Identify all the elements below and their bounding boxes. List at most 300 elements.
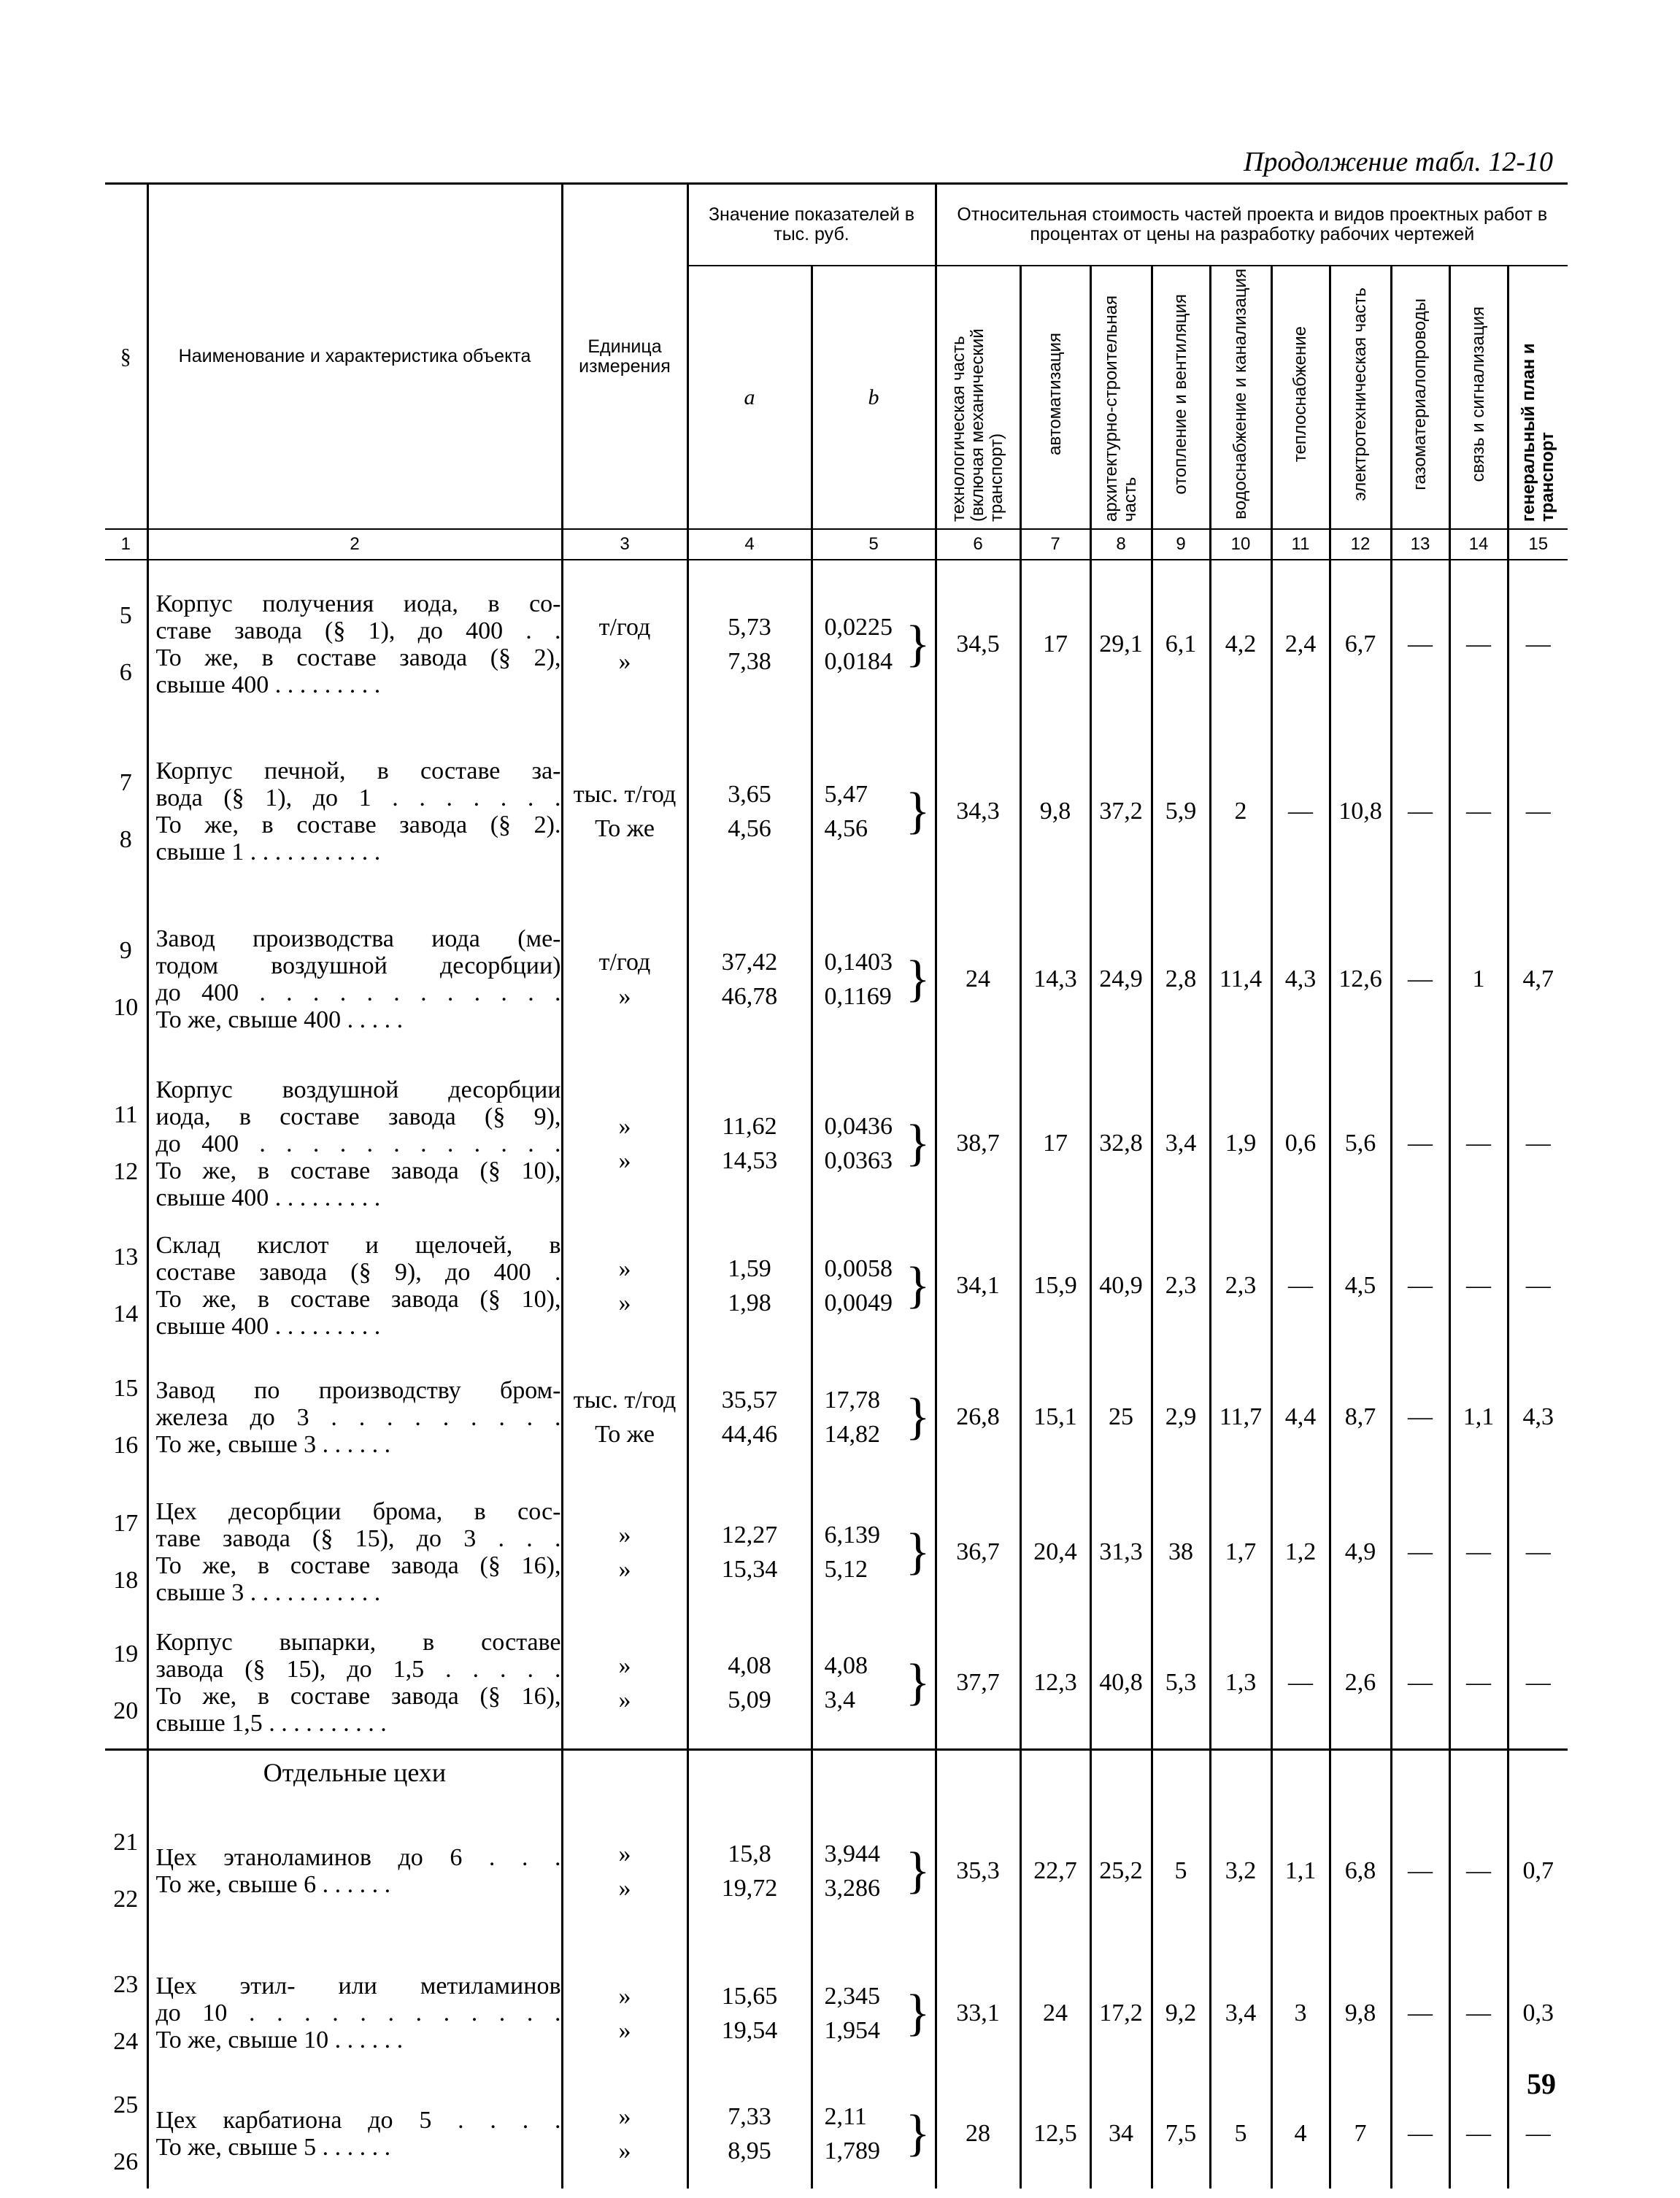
object-name-line: То же, в составе завода (§ 2). — [155, 811, 561, 838]
header-part: водоснабжение и канализация — [1230, 269, 1250, 520]
unit-line: » — [618, 1113, 631, 1140]
brace-icon: } — [905, 1524, 930, 1580]
value-b-line: 1,789 — [824, 2137, 880, 2164]
object-name-line: То же, свыше 6 . . . . . . — [155, 1870, 391, 1898]
object-name-line: свыше 400 . . . . . . . . . — [155, 1184, 381, 1211]
column-number: 11 — [1271, 529, 1330, 560]
column-number: 5 — [812, 529, 936, 560]
row-number: 8 — [119, 826, 132, 853]
percent-cell: 12,5 — [1020, 2079, 1090, 2189]
object-name-line: Корпус выпарки, в составе — [155, 1629, 561, 1657]
percent-cell: 24,9 — [1090, 895, 1152, 1063]
unit-line: » — [618, 1982, 631, 2010]
value-a-line: 5,09 — [728, 1686, 771, 1714]
percent-cell: 0,3 — [1508, 1948, 1568, 2079]
percent-cell: 37,2 — [1090, 728, 1152, 895]
percent-cell: 4,2 — [1210, 560, 1271, 728]
object-name-line: Завод производства иода (ме- — [155, 925, 561, 952]
percent-cell: 4,3 — [1271, 895, 1330, 1063]
table-row — [105, 1948, 1568, 2079]
unit — [562, 560, 687, 728]
value-b — [812, 1794, 936, 1948]
percent-cell: 7 — [1330, 2079, 1391, 2189]
unit-line: т/год — [598, 949, 651, 976]
row-number: 10 — [113, 994, 139, 1021]
value-a-line: 11,62 — [722, 1113, 777, 1140]
header-part: архитектурно-строительная часть — [1101, 295, 1140, 522]
brace-icon: } — [905, 1389, 930, 1445]
data-table — [105, 182, 1568, 2189]
percent-cell: — — [1271, 728, 1330, 895]
value-b-line: 3,944 — [824, 1840, 880, 1867]
section-row — [105, 1749, 1568, 1794]
percent-cell: 12,6 — [1330, 895, 1391, 1063]
percent-cell: 2,3 — [1152, 1224, 1210, 1348]
percent-cell: — — [1449, 1486, 1508, 1618]
percent-cell: — — [1391, 560, 1449, 728]
value-a — [687, 1618, 812, 1749]
object-name-line: То же, в составе завода (§ 16), — [155, 1552, 561, 1579]
object-name-line: Цех десорбции брома, в сос- — [155, 1498, 561, 1525]
percent-cell: 17 — [1020, 560, 1090, 728]
unit-line: » — [618, 1255, 631, 1282]
value-b — [812, 1348, 936, 1486]
row-number: 25 — [113, 2091, 139, 2118]
percent-cell: — — [1391, 895, 1449, 1063]
object-name-line: Корпус воздушной десорбции — [155, 1076, 561, 1103]
object-name — [147, 1224, 562, 1348]
column-number: 6 — [936, 529, 1020, 560]
percent-cell: 24 — [1020, 1948, 1090, 2079]
header-part: газоматериалопроводы — [1410, 298, 1430, 490]
unit — [562, 1224, 687, 1348]
header-part: теплоснабжение — [1290, 325, 1310, 463]
percent-cell: — — [1449, 1618, 1508, 1749]
brace-icon: } — [905, 1842, 930, 1899]
percent-cell: 2,4 — [1271, 560, 1330, 728]
percent-cell: — — [1508, 1224, 1568, 1348]
row-numbers — [105, 895, 147, 1063]
percent-cell: 3 — [1271, 1948, 1330, 2079]
percent-cell: 2,9 — [1152, 1348, 1210, 1486]
row-number: 21 — [113, 1828, 139, 1856]
unit — [562, 1618, 687, 1749]
percent-cell: — — [1391, 1794, 1449, 1948]
unit — [562, 1348, 687, 1486]
percent-cell: 24 — [936, 895, 1020, 1063]
column-number: 10 — [1210, 529, 1271, 560]
percent-cell: 20,4 — [1020, 1486, 1090, 1618]
percent-cell: — — [1391, 1224, 1449, 1348]
percent-cell: — — [1508, 1063, 1568, 1224]
object-name — [147, 1618, 562, 1749]
table-row — [105, 560, 1568, 728]
brace-icon: } — [905, 1654, 930, 1711]
percent-cell: 15,1 — [1020, 1348, 1090, 1486]
value-b-line: 0,0184 — [824, 647, 893, 675]
value-a-line: 5,73 — [728, 613, 771, 641]
unit-line: т/год — [598, 613, 651, 641]
row-number: 26 — [113, 2148, 139, 2175]
value-b-line: 1,954 — [824, 2016, 880, 2044]
percent-cell: 25 — [1090, 1348, 1152, 1486]
value-a-line: 19,54 — [721, 2016, 778, 2044]
object-name-line: Склад кислот и щелочей, в — [155, 1232, 561, 1259]
header-paragraph: § — [105, 184, 147, 530]
percent-cell: 2,6 — [1330, 1618, 1391, 1749]
percent-cell: 2,3 — [1210, 1224, 1271, 1348]
column-number: 2 — [147, 529, 562, 560]
percent-cell: — — [1508, 1486, 1568, 1618]
object-name — [147, 1348, 562, 1486]
percent-cell: 17 — [1020, 1063, 1090, 1224]
table-row — [105, 728, 1568, 895]
value-b — [812, 1948, 936, 2079]
table-row — [105, 1486, 1568, 1618]
percent-cell: 34,1 — [936, 1224, 1020, 1348]
object-name-line: Корпус получения иода, в со- — [155, 590, 561, 617]
value-b — [812, 1063, 936, 1224]
brace-icon: } — [905, 783, 930, 839]
unit — [562, 895, 687, 1063]
percent-cell: 1,1 — [1271, 1794, 1330, 1948]
percent-cell: 3,2 — [1210, 1794, 1271, 1948]
header-unit: Единица измерения — [562, 184, 687, 530]
percent-cell: 4,5 — [1330, 1224, 1391, 1348]
percent-cell: 25,2 — [1090, 1794, 1152, 1948]
percent-cell: 3,4 — [1210, 1948, 1271, 2079]
brace-icon: } — [905, 615, 930, 672]
percent-cell: 34 — [1090, 2079, 1152, 2189]
percent-cell: — — [1508, 560, 1568, 728]
object-name-line: Корпус печной, в составе за- — [155, 757, 561, 784]
header-part: генеральный план и транспорт — [1518, 343, 1557, 522]
row-number: 16 — [113, 1432, 139, 1459]
percent-cell: — — [1391, 728, 1449, 895]
row-number: 20 — [113, 1697, 139, 1725]
object-name-line: вода (§ 1), до 1 . . . . . . . — [155, 784, 561, 811]
value-b-line: 4,56 — [824, 815, 868, 842]
row-numbers — [105, 1948, 147, 2079]
value-b — [812, 560, 936, 728]
percent-cell: — — [1449, 2079, 1508, 2189]
object-name-line: свыше 400 . . . . . . . . . — [155, 671, 381, 698]
percent-cell: 5 — [1152, 1794, 1210, 1948]
percent-cell: 40,8 — [1090, 1618, 1152, 1749]
percent-cell: — — [1391, 2079, 1449, 2189]
header-relative: Относительная стоимость частей проекта и видов проектных работ в процентах от цены на разработку рабочих чертежей — [936, 184, 1568, 266]
row-number: 17 — [113, 1510, 139, 1537]
row-numbers — [105, 1794, 147, 1948]
unit-line: » — [618, 1289, 631, 1316]
value-b-line: 0,0436 — [824, 1113, 893, 1140]
value-a — [687, 1948, 812, 2079]
row-numbers — [105, 2079, 147, 2189]
percent-cell: — — [1508, 2079, 1568, 2189]
percent-cell: — — [1391, 1948, 1449, 2079]
percent-cell: 5 — [1210, 2079, 1271, 2189]
percent-cell: — — [1391, 1063, 1449, 1224]
brace-icon: } — [905, 1115, 930, 1171]
percent-cell: 2 — [1210, 728, 1271, 895]
row-number: 12 — [113, 1158, 139, 1185]
object-name-line: до 400 . . . . . . . . . . . . — [155, 1130, 561, 1157]
object-name-line: составе завода (§ 9), до 400 . — [155, 1259, 561, 1286]
object-name-line: Цех этил- или метиламинов — [155, 1973, 561, 2000]
value-a-line: 19,72 — [721, 1874, 778, 1902]
percent-cell: 4,7 — [1508, 895, 1568, 1063]
percent-cell: 4,9 — [1330, 1486, 1391, 1618]
percent-cell: 5,3 — [1152, 1618, 1210, 1749]
value-a — [687, 1063, 812, 1224]
percent-cell: 28 — [936, 2079, 1020, 2189]
unit-line: » — [618, 647, 631, 675]
brace-icon: } — [905, 1984, 930, 2041]
value-a — [687, 1486, 812, 1618]
value-b-line: 4,08 — [824, 1652, 868, 1680]
object-name — [147, 895, 562, 1063]
percent-cell: 34,5 — [936, 560, 1020, 728]
percent-cell: 5,9 — [1152, 728, 1210, 895]
row-number: 11 — [113, 1101, 138, 1128]
unit-line: » — [618, 1147, 631, 1174]
table-row — [105, 2079, 1568, 2189]
object-name-line: То же, свыше 3 . . . . . . — [155, 1430, 391, 1458]
percent-cell: 9,8 — [1330, 1948, 1391, 2079]
percent-cell: 11,4 — [1210, 895, 1271, 1063]
value-a-line: 7,38 — [728, 647, 771, 675]
row-number: 23 — [113, 1970, 139, 1998]
percent-cell: 0,6 — [1271, 1063, 1330, 1224]
row-numbers — [105, 1348, 147, 1486]
header-part: отопление и вентиляция — [1171, 293, 1190, 495]
percent-cell: 1,2 — [1271, 1486, 1330, 1618]
percent-cell: — — [1449, 728, 1508, 895]
object-name-line: завода (§ 15), до 1,5 . . . . . — [155, 1656, 561, 1684]
row-numbers — [105, 1063, 147, 1224]
percent-cell: 3,4 — [1152, 1063, 1210, 1224]
row-numbers — [105, 560, 147, 728]
table-row — [105, 1224, 1568, 1348]
unit-line: » — [618, 2137, 631, 2164]
percent-cell: 0,7 — [1508, 1794, 1568, 1948]
unit — [562, 1063, 687, 1224]
row-numbers — [105, 728, 147, 895]
percent-cell: — — [1449, 560, 1508, 728]
header-part: электротехническая часть — [1350, 287, 1370, 501]
row-number: 6 — [119, 658, 132, 686]
value-a-line: 7,33 — [728, 2102, 771, 2130]
percent-cell: 31,3 — [1090, 1486, 1152, 1618]
object-name-line: свыше 3 . . . . . . . . . . . — [155, 1579, 381, 1606]
percent-cell: 22,7 — [1020, 1794, 1090, 1948]
header-part: технологическая часть (включая механический транспорт) — [949, 328, 1006, 522]
value-a-line: 1,59 — [728, 1255, 771, 1282]
table-row — [105, 1618, 1568, 1749]
percent-cell: 1 — [1449, 895, 1508, 1063]
column-number: 15 — [1508, 529, 1568, 560]
percent-cell: 34,3 — [936, 728, 1020, 895]
percent-cell: 1,7 — [1210, 1486, 1271, 1618]
table-header — [105, 184, 1568, 560]
value-a-line: 4,56 — [728, 815, 771, 842]
value-b-line: 5,12 — [824, 1556, 868, 1583]
value-a-line: 15,65 — [721, 1982, 778, 2010]
percent-cell: 36,7 — [936, 1486, 1020, 1618]
percent-cell: 6,7 — [1330, 560, 1391, 728]
percent-cell: 11,7 — [1210, 1348, 1271, 1486]
table-caption: Продолжение табл. 12-10 — [1243, 147, 1553, 177]
percent-cell: — — [1391, 1348, 1449, 1486]
value-b-line: 2,345 — [824, 1982, 880, 2010]
unit-line: » — [618, 1522, 631, 1549]
percent-cell: — — [1391, 1486, 1449, 1618]
value-b-line: 17,78 — [824, 1387, 880, 1414]
value-b — [812, 2079, 936, 2189]
table-row — [105, 895, 1568, 1063]
object-name-line: Цех карбатиона до 5 . . . . — [155, 2106, 561, 2134]
object-name — [147, 1794, 562, 1948]
row-number: 24 — [113, 2027, 139, 2055]
header-part: связь и сигнализация — [1468, 306, 1488, 482]
object-name-line: свыше 1,5 . . . . . . . . . . — [155, 1710, 387, 1738]
object-name-line: свыше 1 . . . . . . . . . . . — [155, 838, 381, 865]
unit-line: » — [618, 1840, 631, 1867]
percent-cell: 29,1 — [1090, 560, 1152, 728]
percent-cell: 38,7 — [936, 1063, 1020, 1224]
percent-cell: — — [1449, 1063, 1508, 1224]
object-name — [147, 2079, 562, 2189]
object-name-line: То же, свыше 10 . . . . . . — [155, 2027, 404, 2054]
column-number: 7 — [1020, 529, 1090, 560]
table-body — [105, 560, 1568, 2189]
table-row — [105, 1348, 1568, 1486]
unit-line: » — [618, 1556, 631, 1583]
percent-cell: — — [1391, 1618, 1449, 1749]
value-a-line: 14,53 — [721, 1147, 778, 1174]
percent-cell: 4,4 — [1271, 1348, 1330, 1486]
row-number: 14 — [113, 1300, 139, 1327]
column-number: 3 — [562, 529, 687, 560]
value-b-line: 6,139 — [824, 1522, 880, 1549]
unit — [562, 1486, 687, 1618]
percent-cell: 26,8 — [936, 1348, 1020, 1486]
percent-cell: 38 — [1152, 1486, 1210, 1618]
unit-line: » — [618, 1652, 631, 1680]
value-b-line: 0,1403 — [824, 949, 893, 976]
value-a — [687, 1224, 812, 1348]
unit-line: » — [618, 2102, 631, 2130]
object-name-line: железа до 3 . . . . . . . . . — [155, 1403, 561, 1431]
row-number: 15 — [113, 1375, 139, 1402]
percent-cell: 9,8 — [1020, 728, 1090, 895]
table-row — [105, 1063, 1568, 1224]
page-number: 59 — [1527, 2067, 1556, 2100]
percent-cell: — — [1449, 1794, 1508, 1948]
percent-cell: 35,3 — [936, 1794, 1020, 1948]
column-number: 8 — [1090, 529, 1152, 560]
value-a-line: 15,34 — [721, 1556, 778, 1583]
value-a — [687, 895, 812, 1063]
percent-cell: 15,9 — [1020, 1224, 1090, 1348]
unit-line: » — [618, 1686, 631, 1714]
value-a-line: 35,57 — [721, 1387, 778, 1414]
object-name — [147, 1486, 562, 1618]
object-name — [147, 1063, 562, 1224]
percent-cell: 4 — [1271, 2079, 1330, 2189]
object-name-line: до 400 . . . . . . . . . . . . — [155, 979, 561, 1006]
header-a: a — [687, 266, 812, 529]
percent-cell: 33,1 — [936, 1948, 1020, 2079]
percent-cell: 40,9 — [1090, 1224, 1152, 1348]
value-a-line: 46,78 — [721, 983, 778, 1010]
column-number: 4 — [687, 529, 812, 560]
brace-icon: } — [905, 1257, 930, 1314]
object-name-line: тодом воздушной десорбции) — [155, 952, 561, 979]
column-number: 13 — [1391, 529, 1449, 560]
column-number: 9 — [1152, 529, 1210, 560]
brace-icon: } — [905, 951, 930, 1007]
value-b — [812, 1486, 936, 1618]
header-part: автоматизация — [1045, 333, 1065, 455]
value-a — [687, 1794, 812, 1948]
column-number: 1 — [105, 529, 147, 560]
value-b-line: 2,11 — [824, 2102, 867, 2130]
percent-cell: 10,8 — [1330, 728, 1391, 895]
unit-line: То же — [595, 815, 655, 842]
value-b-line: 5,47 — [824, 781, 868, 808]
object-name-line: То же, в составе завода (§ 10), — [155, 1157, 561, 1184]
object-name-line: свыше 400 . . . . . . . . . — [155, 1313, 381, 1340]
row-numbers — [105, 1224, 147, 1348]
header-b: b — [812, 266, 936, 529]
percent-cell: 32,8 — [1090, 1063, 1152, 1224]
percent-cell: 5,6 — [1330, 1063, 1391, 1224]
value-a-line: 44,46 — [721, 1421, 778, 1448]
value-b — [812, 728, 936, 895]
percent-cell: 4,3 — [1508, 1348, 1568, 1486]
percent-cell: — — [1449, 1224, 1508, 1348]
object-name — [147, 728, 562, 895]
value-b-line: 14,82 — [824, 1421, 880, 1448]
row-numbers — [105, 1618, 147, 1749]
object-name-line: таве завода (§ 15), до 3 . . . — [155, 1525, 561, 1552]
unit — [562, 728, 687, 895]
header-values: Значение показателей в тыс. руб. — [687, 184, 936, 266]
percent-cell: 9,2 — [1152, 1948, 1210, 2079]
row-numbers — [105, 1486, 147, 1618]
unit — [562, 1794, 687, 1948]
unit — [562, 1948, 687, 2079]
object-name-line: То же, в составе завода (§ 2), — [155, 644, 561, 671]
column-number: 14 — [1449, 529, 1508, 560]
percent-cell: 1,9 — [1210, 1063, 1271, 1224]
value-b-line: 0,0225 — [824, 613, 893, 641]
object-name-line: То же, в составе завода (§ 10), — [155, 1286, 561, 1313]
header-name: Наименование и характеристика объекта — [147, 184, 562, 530]
value-a-line: 3,65 — [728, 781, 771, 808]
percent-cell: 17,2 — [1090, 1948, 1152, 2079]
object-name — [147, 560, 562, 728]
unit-line: » — [618, 1874, 631, 1902]
value-b-line: 0,0058 — [824, 1255, 893, 1282]
object-name-line: до 10 . . . . . . . . . . . . — [155, 2000, 561, 2027]
table-row — [105, 1794, 1568, 1948]
percent-cell: 6,8 — [1330, 1794, 1391, 1948]
value-b-line: 0,0363 — [824, 1147, 893, 1174]
object-name-line: иода, в составе завода (§ 9), — [155, 1103, 561, 1130]
unit — [562, 2079, 687, 2189]
